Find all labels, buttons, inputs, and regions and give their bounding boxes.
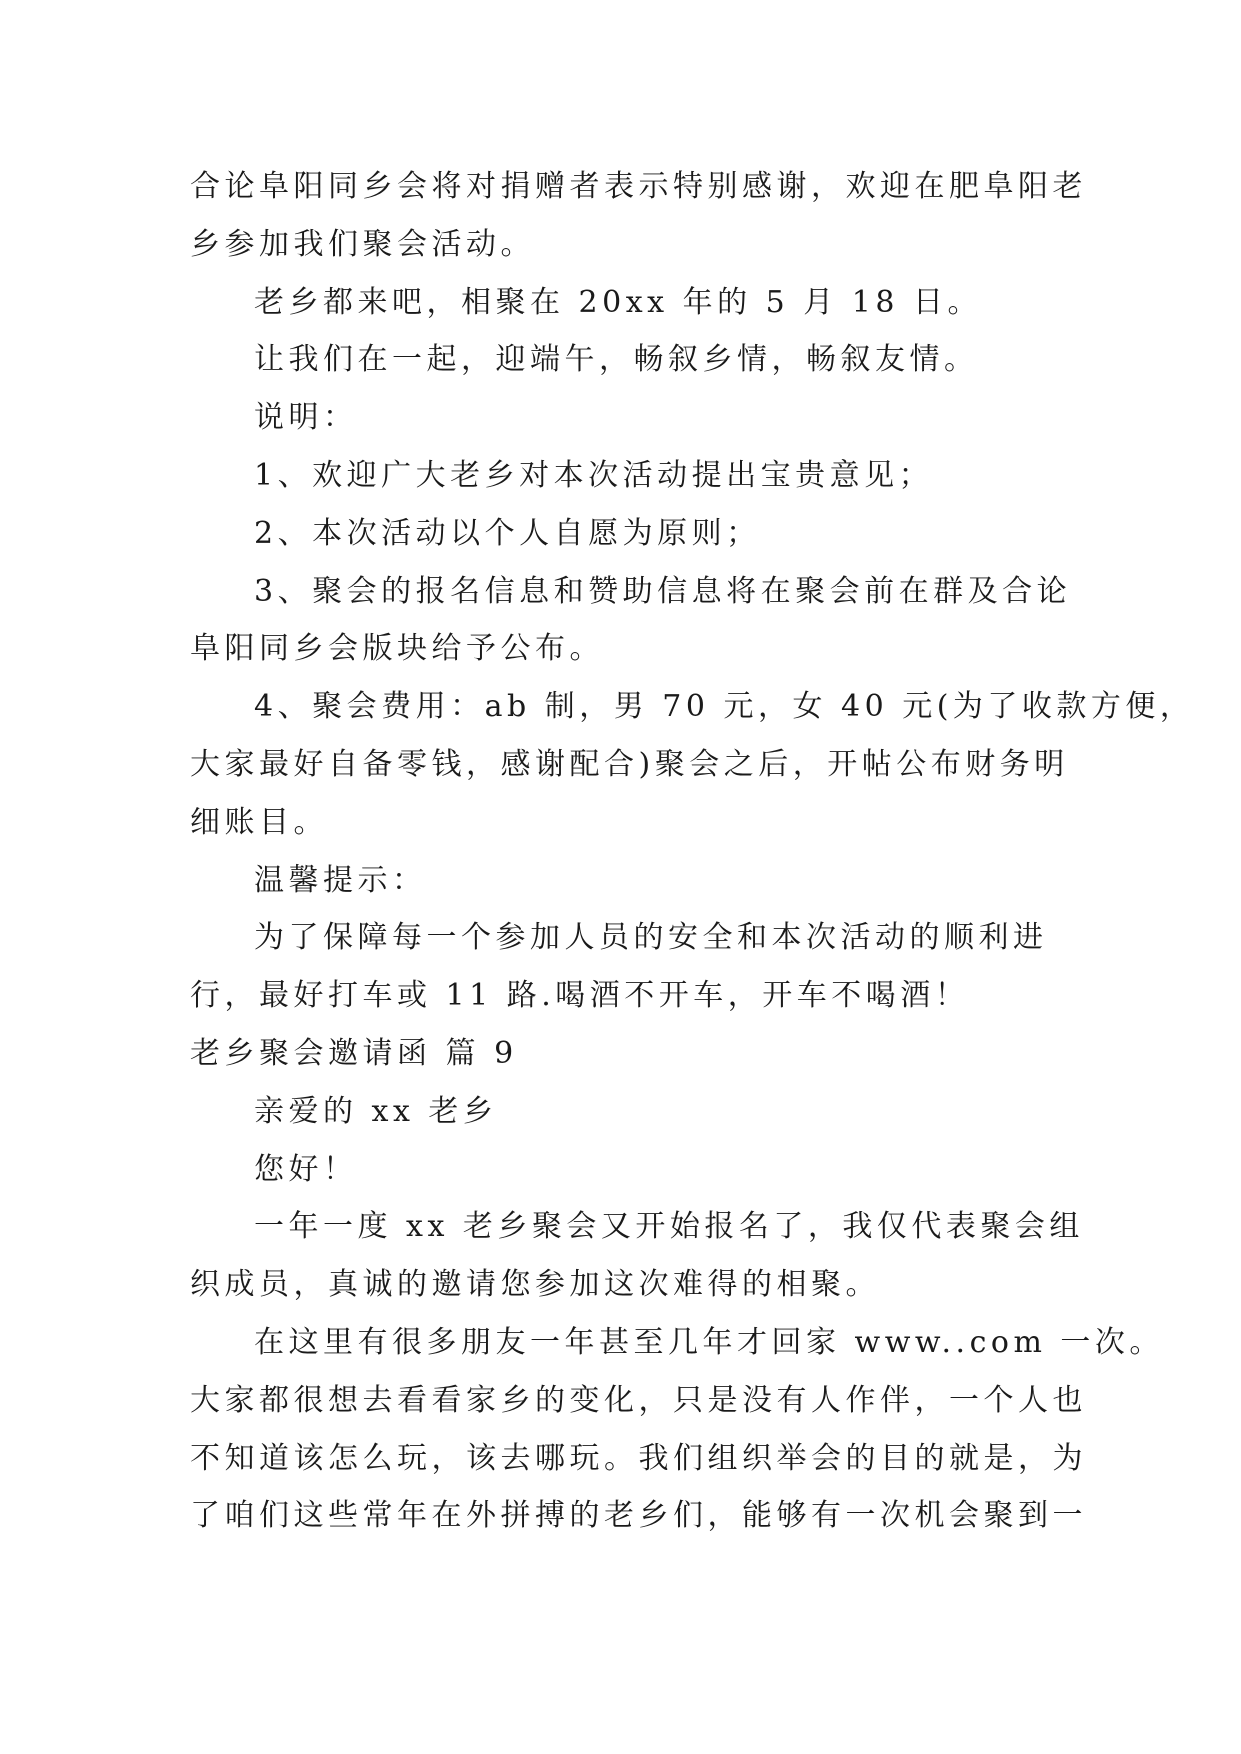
text-line: 1、欢迎广大老乡对本次活动提出宝贵意见；	[254, 457, 934, 493]
document-body	[190, 158, 1195, 1545]
text-line: 亲爱的 xx 老乡	[254, 1093, 498, 1129]
text-line: 在这里有很多朋友一年甚至几年才回家 www..com 一次。	[254, 1324, 1164, 1360]
text-line: 一年一度 xx 老乡聚会又开始报名了，我仅代表聚会组	[254, 1209, 1084, 1245]
text-line: 老乡聚会邀请函 篇 9	[190, 1035, 518, 1071]
text-line: 大家最好自备零钱，感谢配合)聚会之后，开帖公布财务明	[190, 746, 1069, 782]
text-line: 细账目。	[190, 804, 328, 840]
text-line: 大家都很想去看看家乡的变化，只是没有人作伴，一个人也	[190, 1382, 1087, 1418]
text-line: 阜阳同乡会版块给予公布。	[190, 631, 604, 667]
text-line: 行，最好打车或 11 路.喝酒不开车，开车不喝酒！	[190, 978, 970, 1014]
text-line: 不知道该怎么玩，该去哪玩。我们组织举会的目的就是，为	[190, 1440, 1087, 1476]
text-line: 3、聚会的报名信息和赞助信息将在聚会前在群及合论	[254, 573, 1072, 609]
text-line: 为了保障每一个参加人员的安全和本次活动的顺利进	[254, 920, 1048, 956]
text-line: 了咱们这些常年在外拼搏的老乡们，能够有一次机会聚到一	[190, 1498, 1087, 1534]
text-line: 让我们在一起，迎端午，畅叙乡情，畅叙友情。	[254, 342, 979, 378]
text-line: 温馨提示：	[254, 862, 427, 898]
text-line: 合论阜阳同乡会将对捐赠者表示特别感谢，欢迎在肥阜阳老	[190, 169, 1087, 204]
text-line: 乡参加我们聚会活动。	[190, 226, 535, 262]
text-line: 4、聚会费用：ab 制，男 70 元，女 40 元(为了收款方便，	[254, 689, 1195, 725]
text-line: 老乡都来吧，相聚在 20xx 年的 5 月 18 日。	[254, 284, 982, 320]
text-line: 说明：	[254, 400, 358, 436]
text-line: 您好！	[254, 1151, 358, 1187]
text-line: 2、本次活动以个人自愿为原则；	[254, 515, 761, 551]
text-line: 织成员，真诚的邀请您参加这次难得的相聚。	[190, 1267, 880, 1303]
